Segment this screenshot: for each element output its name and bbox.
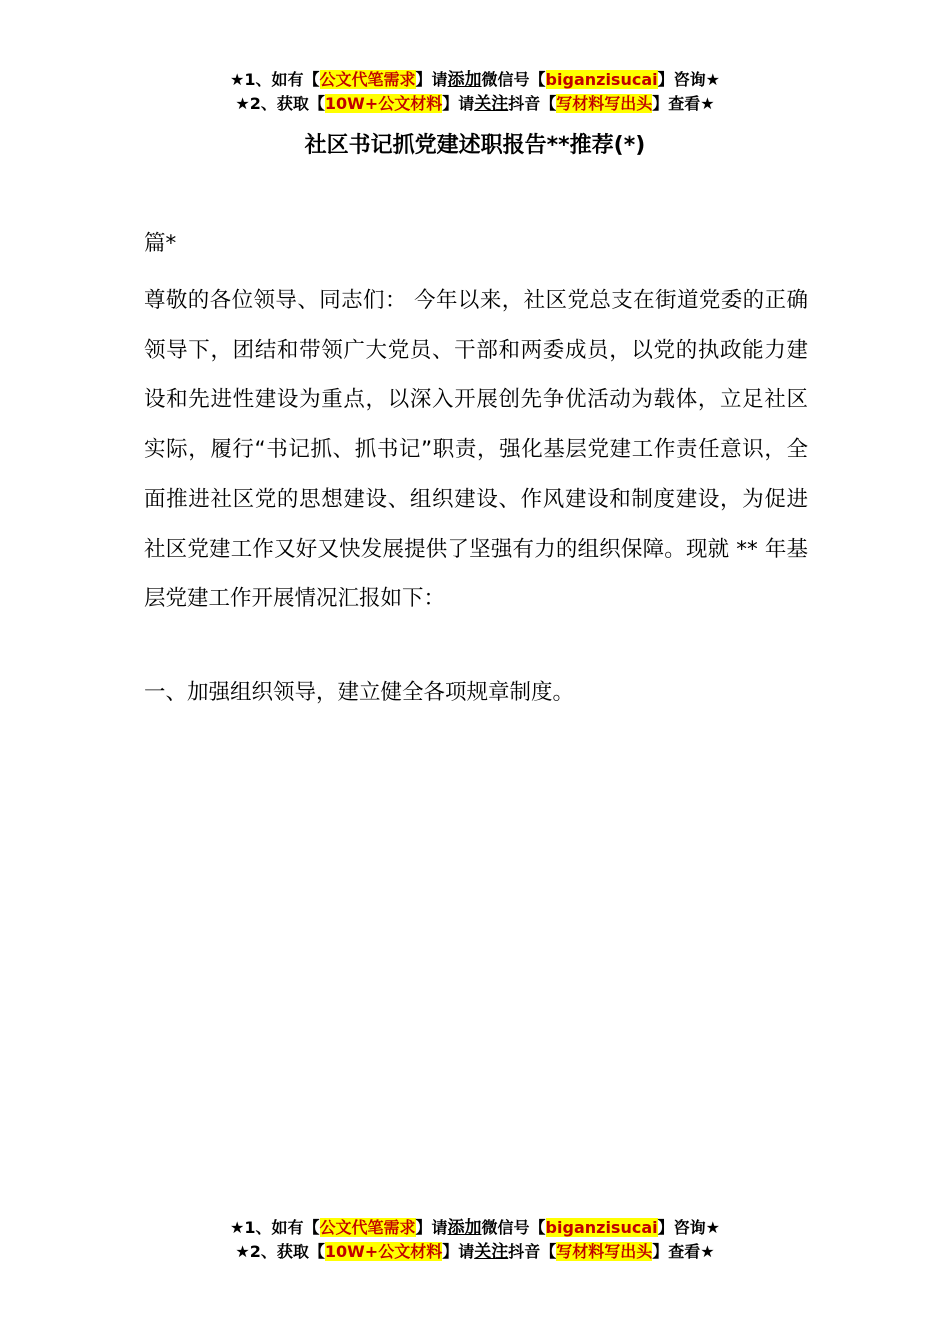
- banner-line-1: [0, 68, 950, 92]
- banner-underline: 添加: [447, 1218, 482, 1238]
- banner-text: 】查看★: [652, 1242, 715, 1261]
- banner-text: ★1、如有【: [230, 70, 320, 89]
- banner-text: ★2、获取【: [235, 94, 325, 113]
- footer-banner: [0, 1216, 950, 1264]
- body-paragraph: 尊敬的各位领导、同志们： 今年以来，社区党总支在街道党委的正确领导下，团结和带领广大党员、干部和两委成员，以党的执政能力建设和先进性建设为重点，以深入开展创先争优活动为载体，立足社区实际，履行“书记抓、抓书记”职责，强化基层党建工作责任意识，全面推进社区党的思想建设、组织建设、作风建设和制度建设，为促进社区党建工作又好又快发展提供了坚强有力的组织保障。现就 ** 年基层党建工作开展情况汇报如下：: [144, 288, 808, 612]
- banner-line-2: [0, 92, 950, 116]
- header-banner: [0, 68, 950, 116]
- section-label: 篇*: [144, 231, 177, 256]
- banner-highlight-douyin: 写材料写出头: [556, 1242, 653, 1261]
- banner-underline: 添加: [447, 70, 482, 90]
- banner-highlight-materials: 10W+公文材料: [324, 94, 443, 113]
- banner-text: 】请: [442, 1242, 475, 1261]
- banner-text: 】查看★: [652, 94, 715, 113]
- banner-text: 抖音【: [508, 94, 557, 113]
- banner-text: 】请: [442, 94, 475, 113]
- banner-text: 微信号【: [481, 70, 546, 89]
- banner-underline: 关注: [474, 94, 509, 114]
- banner-text: ★1、如有【: [230, 1218, 320, 1237]
- banner-highlight-douyin: 写材料写出头: [556, 94, 653, 113]
- banner-highlight-materials: 10W+公文材料: [324, 1242, 443, 1261]
- banner-text: 抖音【: [508, 1242, 557, 1261]
- banner-text: 微信号【: [481, 1218, 546, 1237]
- banner-highlight-wechat-id: biganzisucai: [545, 1218, 658, 1237]
- banner-text: 】请: [415, 1218, 448, 1237]
- document-title: 社区书记抓党建述职报告**推荐(*): [304, 133, 646, 158]
- banner-underline: 关注: [474, 1242, 509, 1262]
- banner-highlight-wechat-id: biganzisucai: [545, 70, 658, 89]
- banner-text: 】咨询★: [657, 1218, 720, 1237]
- section-heading-1: 一、加强组织领导，建立健全各项规章制度。: [144, 680, 575, 705]
- banner-highlight-service: 公文代笔需求: [319, 70, 416, 89]
- banner-text: 】请: [415, 70, 448, 89]
- banner-text: 】咨询★: [657, 70, 720, 89]
- banner-line-1: [0, 1216, 950, 1240]
- banner-line-2: [0, 1240, 950, 1264]
- banner-text: ★2、获取【: [235, 1242, 325, 1261]
- banner-highlight-service: 公文代笔需求: [319, 1218, 416, 1237]
